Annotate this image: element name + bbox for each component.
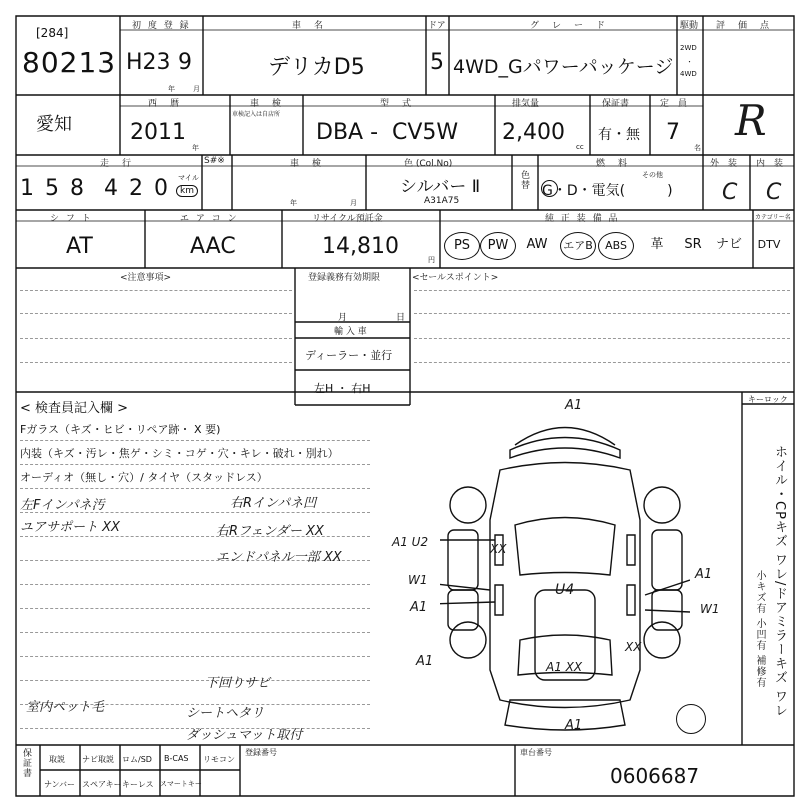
equipment-0: PS: [444, 232, 480, 260]
capacity: 7: [666, 120, 680, 145]
exterior: C: [722, 180, 738, 205]
inspector-line3: オーディオ（無し・穴）/ タイヤ（スタッドレス）: [20, 471, 268, 484]
color-change: 色替: [519, 170, 529, 190]
sales-point-header: <セールスポイント>: [412, 273, 499, 283]
footer-r2-0: ナンバー: [44, 780, 76, 789]
equipment-6: SR: [684, 237, 702, 252]
mileage-unit-mile: マイル: [178, 174, 199, 182]
inspector-hand6: 下回りサビ: [205, 676, 271, 691]
first-reg-month-unit: 月: [193, 85, 200, 93]
reg-number-header: 登録番号: [245, 748, 277, 757]
diagram-mark-left-front: A1 U2: [392, 535, 429, 549]
footer-r2-1: スペアキー: [82, 780, 122, 789]
inspector-hand4: 右Rフェンダー XX: [216, 524, 324, 539]
inspector-hand9: ダッシュマット取付: [186, 728, 303, 743]
reg-expire-header: 登録義務有効期限: [308, 273, 381, 283]
fuel: G・D・電気( ): [542, 183, 673, 199]
diagram-mark-a1-rear-left: A1: [416, 654, 434, 669]
first-reg-header: 初 度 登 録: [132, 21, 191, 31]
capacity-unit: 名: [694, 144, 701, 152]
inspector-line: [20, 632, 370, 633]
diagram-mark-roof: U4: [555, 582, 575, 598]
displacement-unit: cc: [576, 143, 584, 151]
interior-header: 内 装: [756, 159, 784, 169]
inspector-hand7: 室内ペット毛: [26, 700, 105, 715]
diagram-mark-hidden: A1: [670, 740, 672, 741]
mileage-header: 走 行: [100, 159, 134, 169]
equipment-5: 革: [650, 237, 664, 252]
reg-day: 日: [396, 313, 406, 323]
fuel-other: その他: [642, 171, 663, 179]
sno-header: S#※: [204, 156, 225, 166]
first-reg-era: H23: [126, 50, 171, 75]
diagram-mark-rear-bumper: A1: [565, 718, 583, 733]
color-header: 色 (Col.No): [404, 159, 453, 169]
western-year-header: 西 暦: [148, 99, 182, 109]
note-line: [20, 313, 292, 314]
equipment-4: ABS: [598, 232, 634, 260]
drive-dot: ・: [686, 58, 693, 66]
diagram-mark-rear: A1 XX: [546, 660, 583, 674]
keylock-header: キーロック: [748, 395, 788, 404]
model-header: 車 名: [292, 21, 326, 31]
inspector-hand2: ユアサポート XX: [20, 520, 120, 535]
warranty: 有・無: [598, 127, 640, 143]
equipment-7: ナビ: [715, 237, 742, 252]
drive-4wd: 4WD: [680, 70, 697, 78]
inspector-hand8: シートヘタリ: [186, 706, 265, 721]
displacement-header: 排気量: [512, 99, 540, 109]
diagram-mark-w1-left: W1: [408, 573, 428, 587]
note-line: [414, 313, 790, 314]
equipment-1: PW: [480, 232, 516, 260]
footer-r2-2: キーレス: [122, 780, 154, 789]
interior: C: [766, 180, 782, 205]
color-code: A31A75: [424, 196, 460, 206]
footer-r1-4: リモコン: [203, 755, 235, 764]
note-line: [414, 338, 790, 339]
drive-header: 駆動: [680, 21, 699, 31]
equipment-3: エアB: [560, 232, 596, 260]
footer-r1-0: 取説: [49, 755, 65, 764]
grade: 4WD_Gパワーパッケージ: [453, 56, 674, 78]
drive-2wd: 2WD: [680, 44, 697, 52]
inspection-note: 車検記入は自店所: [232, 111, 281, 118]
inspection-header: 車 検: [250, 99, 284, 109]
category-header: カテゴリー名: [755, 214, 791, 221]
caution-header: <注意事項>: [120, 273, 172, 283]
warranty-header: 保証書: [602, 99, 630, 109]
recycle-header: リサイクル預託金: [312, 214, 383, 224]
year-unit: 年: [192, 144, 199, 152]
shift: AT: [66, 234, 93, 259]
inspector-line: [20, 464, 370, 465]
diagram-mark-xx-left: XX: [490, 542, 507, 556]
inspector-line: [20, 440, 370, 441]
note-line: [414, 362, 790, 363]
chassis-number-header: 車台番号: [520, 748, 552, 757]
footer-side-label: 保証書: [21, 748, 31, 778]
doors-header: ドア: [428, 21, 446, 31]
model-code-header: 型 式: [380, 99, 414, 109]
inspector-hand1: 左Fインパネ汚: [20, 498, 105, 513]
footer-r1-2: ロム/SD: [122, 755, 152, 764]
color: シルバー Ⅱ: [400, 177, 481, 197]
footer-r1-3: B-CAS: [164, 754, 189, 763]
inspector-line: [20, 656, 370, 657]
footer-r1-1: ナビ取説: [82, 755, 114, 764]
inspector-line: [20, 608, 370, 609]
diagram-mark-front: A1: [565, 398, 583, 413]
inspector-line: [20, 680, 370, 681]
note-line: [20, 338, 292, 339]
score-header: 評 価 点: [716, 21, 772, 31]
exterior-header: 外 装: [710, 159, 738, 169]
score: R: [735, 96, 767, 145]
reg-month: 月: [338, 313, 348, 323]
grade-header: グ レ ー ド: [530, 21, 608, 31]
import-header: 輸 入 車: [334, 327, 367, 337]
capacity-header: 定 員: [660, 99, 688, 109]
note-line: [20, 290, 292, 291]
chassis-number: 0606687: [610, 764, 700, 788]
western-year: 2011: [130, 120, 186, 145]
doors: 5: [430, 50, 444, 75]
shift-header: シ フ ト: [50, 214, 93, 224]
aircon-header: エ ア コ ン: [180, 214, 239, 224]
diagram-mark-a1-left: A1: [410, 600, 428, 615]
aircon: AAC: [190, 234, 236, 259]
model-name: デリカD5: [268, 55, 365, 80]
region: 愛知: [36, 114, 72, 135]
note-line: [414, 290, 790, 291]
side-text: ホイル・CPキズ ワレ/ドアミラーキズ ワレ: [772, 445, 787, 718]
equipment-8: DTV: [757, 238, 781, 251]
fuel-header: 燃 料: [596, 159, 630, 169]
mileage: 1 5 8 4 2 0: [20, 176, 170, 201]
recycle-unit: 円: [428, 256, 435, 264]
inspector-hand5: エンドパネル一部 XX: [216, 550, 342, 565]
car-diagram: [440, 400, 690, 740]
inspector-line: [20, 584, 370, 585]
chassis-month: 月: [350, 199, 357, 207]
dealer: ディーラー・並行: [305, 349, 393, 362]
side-sub: 小キズ有 小凹有 補修有: [754, 570, 765, 689]
inspector-line1: Fガラス（キズ・ヒビ・リペア跡・ X 要): [20, 423, 221, 436]
diagram-mark-xx-rear-right: XX: [625, 640, 642, 654]
inspector-line2: 内装（キズ・汚レ・焦ゲ・シミ・コゲ・穴・キレ・破れ・別れ）: [20, 447, 339, 460]
lot-number: 80213: [22, 46, 117, 79]
inspector-header: < 検査員記入欄 >: [20, 401, 129, 416]
chassis-year: 年: [290, 199, 297, 207]
handle: 左H ・ 右H: [314, 382, 371, 395]
equipment-2: AW: [526, 237, 548, 252]
fuel-selected-circle: [541, 180, 558, 197]
displacement: 2,400: [502, 120, 565, 145]
first-reg-month: 9: [178, 50, 192, 75]
equipment-header: 純 正 装 備 品: [545, 214, 620, 224]
diagram-mark-a1-right: A1: [695, 567, 713, 582]
inspector-line: [20, 488, 370, 489]
inspector-hand3: 右Rインパネ凹: [230, 496, 317, 511]
model-code: DBA - CV5W: [316, 120, 459, 145]
recycle: 14,810: [322, 234, 399, 259]
diagram-mark-w1-right: W1: [700, 602, 720, 616]
mileage-unit-km: km: [176, 185, 198, 197]
first-reg-year-unit: 年: [168, 85, 175, 93]
note-line: [20, 362, 292, 363]
spare-tire-circle: [676, 704, 706, 734]
footer-r2-3: スマートキー: [160, 780, 202, 788]
lot-prefix: [284]: [36, 26, 69, 40]
chassis-header: 車 検: [290, 159, 324, 169]
